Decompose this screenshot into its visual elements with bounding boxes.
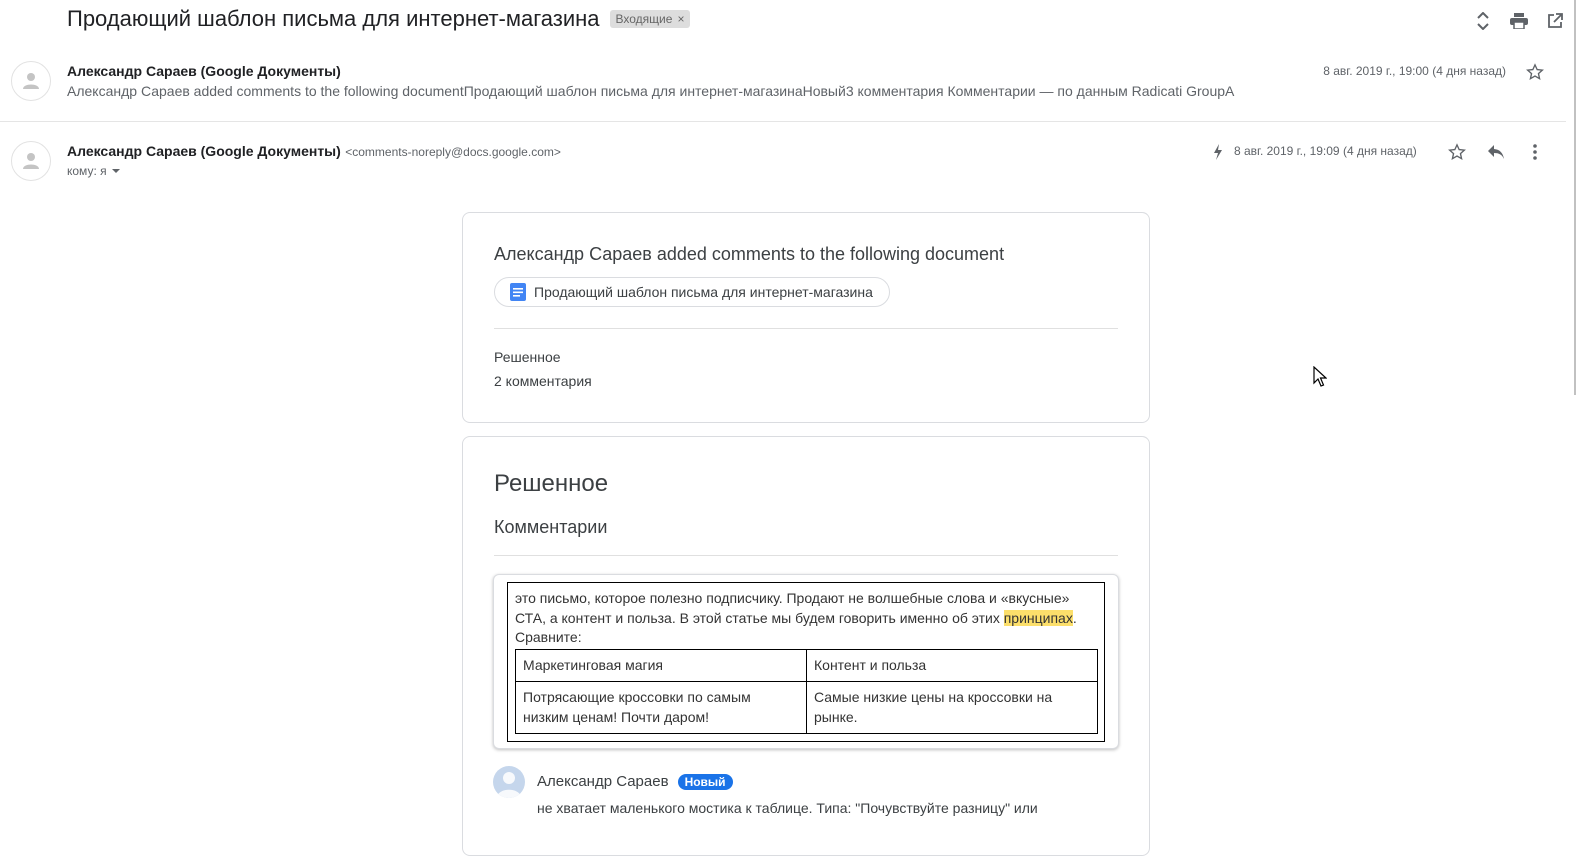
star-icon [1448,143,1466,161]
print-icon [1510,13,1528,29]
google-docs-icon [510,283,526,301]
quoted-excerpt-box [493,574,1119,749]
scrollbar-thumb[interactable] [1574,0,1576,395]
expand-collapse-icon [1477,12,1489,30]
new-badge: Новый [678,774,733,790]
document-name: Продающий шаблон письма для интернет-магазина [534,284,873,300]
comment-text: не хватает маленького мостика к таблице. Типа: "Почувствуйте разницу" или [537,800,1038,816]
comment-author: Александр Сараев [537,773,669,790]
print-all-button[interactable] [1508,10,1530,32]
expand-all-button[interactable] [1472,10,1494,32]
comparison-table [515,649,1098,735]
open-in-new-window-button[interactable] [1544,10,1566,32]
person-icon [22,152,40,170]
table-row [516,682,1098,734]
sender-avatar [11,141,51,181]
open-in-new-window-icon [1547,13,1563,29]
comment-status: Решенное [494,349,561,365]
thread-toolbar [1472,10,1566,32]
person-icon [22,72,40,90]
person-icon [493,766,525,798]
table-header-cell: Контент и польза [807,649,1098,682]
remove-label-button[interactable]: × [677,12,685,26]
message2-sender-row [67,143,561,161]
recipients-dropdown[interactable] [67,164,121,178]
message-divider [0,121,1566,122]
notification-summary-card [462,212,1150,423]
section-title: Решенное [494,470,609,497]
message2-sender: Александр Сараев (Google Документы) [67,143,341,159]
quote-text: это письмо, которое полезно подписчику. Продают не волшебные слова и «вкусные» СТА, а контент и польза. В этой статье мы будем говорить именно об этих [515,590,1070,626]
star-icon [1526,63,1544,81]
message2-email: <comments-noreply@docs.google.com> [345,145,561,159]
document-link-chip[interactable] [494,277,890,307]
compare-label: Сравните: [515,629,582,645]
comment-count: 2 комментария [494,373,592,389]
lightning-icon [1213,144,1223,160]
table-cell: Самые низкие цены на кроссовки на рынке. [807,682,1098,734]
highlighted-word: принципах [1003,609,1073,626]
message2-star-button[interactable] [1446,141,1468,163]
quote-text-end: . [1072,609,1077,626]
table-header-cell: Маркетинговая магия [516,649,807,682]
lightning-indicator [1207,141,1229,163]
scrollbar[interactable] [1566,0,1576,831]
caret-down-icon [111,168,121,174]
commenter-avatar [493,766,525,798]
mouse-cursor [1313,366,1327,388]
quoted-excerpt [507,582,1105,742]
inbox-label-chip[interactable] [610,10,691,28]
card-divider [494,328,1118,329]
recipients-label: кому: я [67,164,107,178]
sender-avatar [11,61,51,101]
card-headline: Александр Сараев added comments to the following document [494,244,1005,264]
page-title: Продающий шаблон письма для интернет-магазина [67,6,600,31]
reply-icon [1487,144,1505,160]
pointer-cursor-icon [1313,366,1327,388]
table-row [516,649,1098,682]
more-vert-icon [1533,144,1537,160]
message1-star-button[interactable] [1524,61,1546,83]
message1-sender: Александр Сараев (Google Документы) [67,63,341,79]
comment-header [537,773,733,790]
reply-button[interactable] [1485,141,1507,163]
inbox-label-text: Входящие [615,12,673,26]
more-options-button[interactable] [1524,141,1546,163]
card-divider [494,555,1118,556]
message2-date: 8 авг. 2019 г., 19:09 (4 дня назад) [1234,144,1417,158]
message1-date: 8 авг. 2019 г., 19:00 (4 дня назад) [1323,64,1506,78]
thread-subject-row [67,6,690,32]
section-subtitle: Комментарии [494,517,608,537]
table-cell: Потрясающие кроссовки по самым низким ценам! Почти даром! [516,682,807,734]
message1-snippet[interactable]: Александр Сараев added comments to the following documentПродающий шаблон письма для интернет-магазинаНовый3 комментария Комментарии — по данным Radicati GroupA [67,83,1235,99]
